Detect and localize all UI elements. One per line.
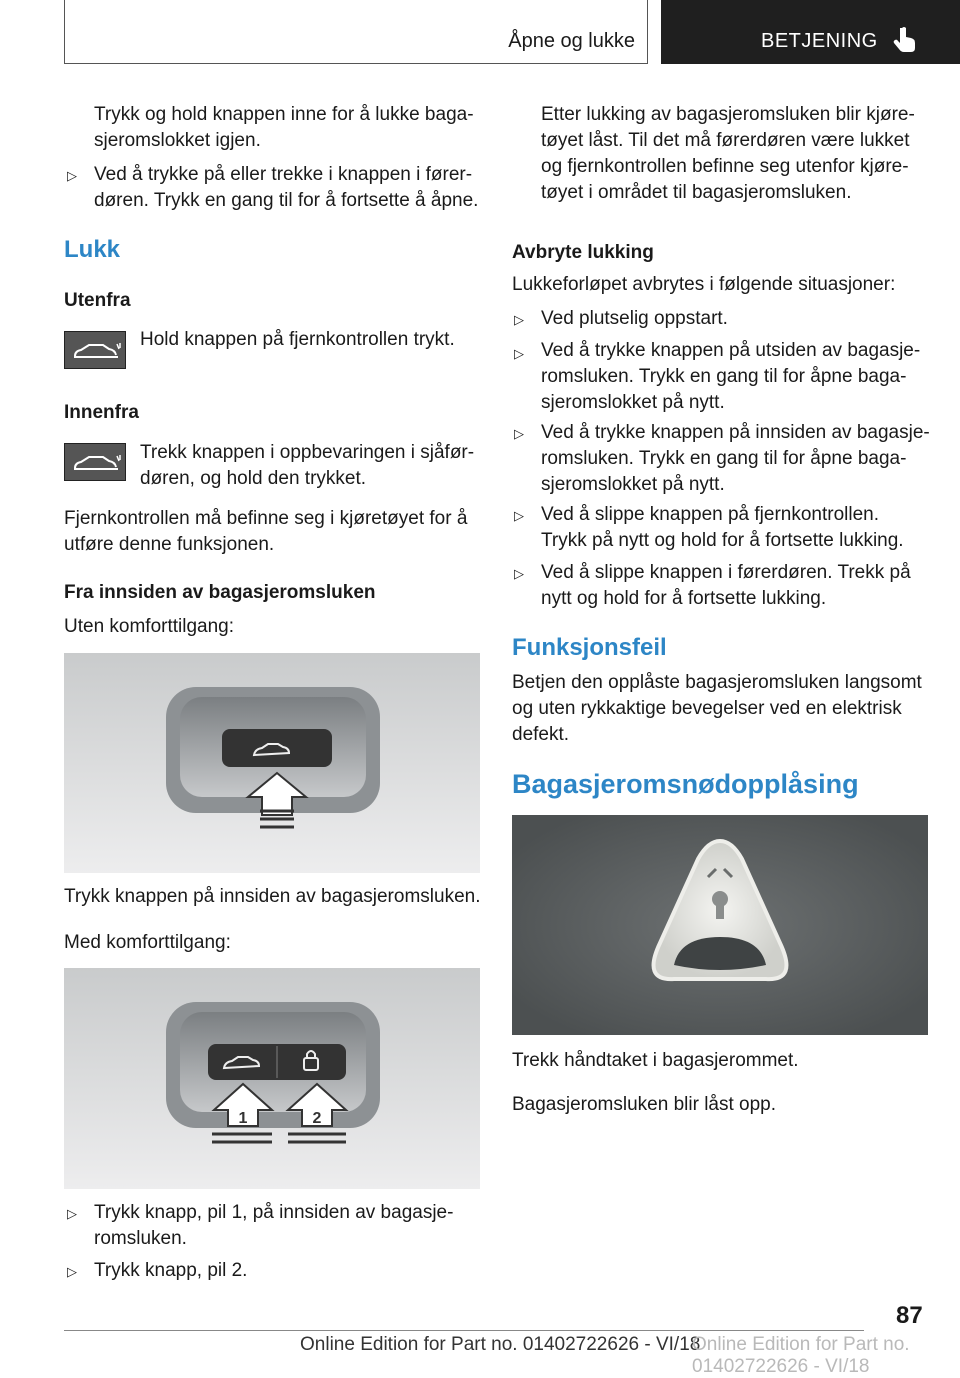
abort-bullet-3: Ved å trykke knappen på innsiden av bagasje- romsluken. Trykk en gang til for åpne baga- sjeromslokket på nytt. [541, 422, 930, 495]
emergency-release-handle-figure [512, 815, 928, 1035]
bullet-arrow-1: Trykk knapp, pil 1, på innsiden av bagasje- romsluken. [94, 1202, 454, 1249]
bullet-marker: ▷ [514, 346, 524, 361]
with-comfort-label: Med komforttilgang: [64, 932, 231, 953]
heading-emergency: Bagasjeromsnødopplåsing [512, 769, 859, 799]
arrow-label-2: 2 [312, 1110, 322, 1127]
bullet-marker: ▷ [514, 566, 524, 581]
bullet-marker: ▷ [514, 426, 524, 441]
innenfra-text: Trekk knappen i oppbevaringen i sjåfør- døren, og hold den trykket. [140, 442, 475, 489]
heading-fault: Funksjonsfeil [512, 634, 667, 661]
header-section-box [661, 0, 960, 64]
abort-bullet-2: Ved å trykke knappen på utsiden av bagasje- romsluken. Trykk en gang til for åpne baga- sjeromslokket på nytt. [541, 340, 921, 413]
subheading-innenfra: Innenfra [64, 402, 139, 423]
remote-text: Fjernkontrollen må befinne seg i kjøretøyet for å utføre denne funksjonen. [64, 508, 468, 555]
bullet-door-button: Ved å trykke på eller trekke i knappen i fører- døren. Trykk en gang til for å fortsette å åpne. [94, 164, 479, 211]
abort-bullet-1: Ved plutselig oppstart. [541, 308, 728, 329]
locking-info-text: Etter lukking av bagasjeromsluken blir kjøre- tøyet låst. Til det må førerdøren være lukket og fjernkontrollen befinne seg utenfor kjøre- tøyet i området til bagasjeromsluken. [541, 104, 915, 203]
abort-bullet-5: Ved å slippe knappen i førerdøren. Trekk på nytt og hold for å fortsette lukking. [541, 562, 911, 609]
car-trunk-icon [64, 331, 126, 369]
trunk-button-figure [64, 653, 480, 873]
header-title: Åpne og lukke [508, 30, 635, 52]
bullet-marker: ▷ [67, 168, 77, 183]
arrow-label-1: 1 [238, 1110, 248, 1127]
car-trunk-icon [64, 443, 126, 481]
figure1-caption: Trykk knappen på innsiden av bagasjeromsluken. [64, 886, 481, 907]
bullet-marker: ▷ [514, 508, 524, 523]
subheading-abort: Avbryte lukking [512, 242, 654, 263]
intro-text: Trykk og hold knappen inne for å lukke baga- sjeromslokket igjen. [94, 104, 474, 151]
bullet-marker: ▷ [67, 1206, 77, 1221]
header-title-box [64, 0, 648, 64]
subheading-utenfra: Utenfra [64, 290, 131, 311]
abort-bullet-4: Ved å slippe knappen på fjernkontrollen. Trykk på nytt og hold for å fortsette lukking. [541, 504, 904, 551]
abort-intro: Lukkeforløpet avbrytes i følgende situasjoner: [512, 274, 896, 295]
bullet-marker: ▷ [514, 312, 524, 327]
subheading-inside: Fra innsiden av bagasjeromsluken [64, 582, 376, 603]
bullet-arrow-2: Trykk knapp, pil 2. [94, 1260, 248, 1281]
pointing-hand-icon [893, 26, 919, 54]
fault-text: Betjen den opplåste bagasjeromsluken langsomt og uten rykkaktige bevegelser ved en elektrisk defekt. [512, 672, 922, 745]
trunk-buttons-comfort-figure [64, 968, 480, 1189]
unlock-text: Bagasjeromsluken blir låst opp. [512, 1094, 777, 1115]
without-comfort-label: Uten komforttilgang: [64, 616, 235, 637]
figure3-caption: Trekk håndtaket i bagasjerommet. [512, 1050, 799, 1071]
header-section: BETJENING [761, 30, 878, 52]
utenfra-text: Hold knappen på fjernkontrollen trykt. [140, 329, 455, 350]
footer-divider [64, 1330, 864, 1331]
footer-edition: Online Edition for Part no. 01402722626 - VI/18 [300, 1334, 701, 1355]
bullet-marker: ▷ [67, 1264, 77, 1279]
page-number: 87 [896, 1302, 923, 1329]
footer-watermark: Online Edition for Part no. 01402722626 - VI/18 [692, 1334, 910, 1377]
heading-lukk: Lukk [64, 236, 121, 263]
